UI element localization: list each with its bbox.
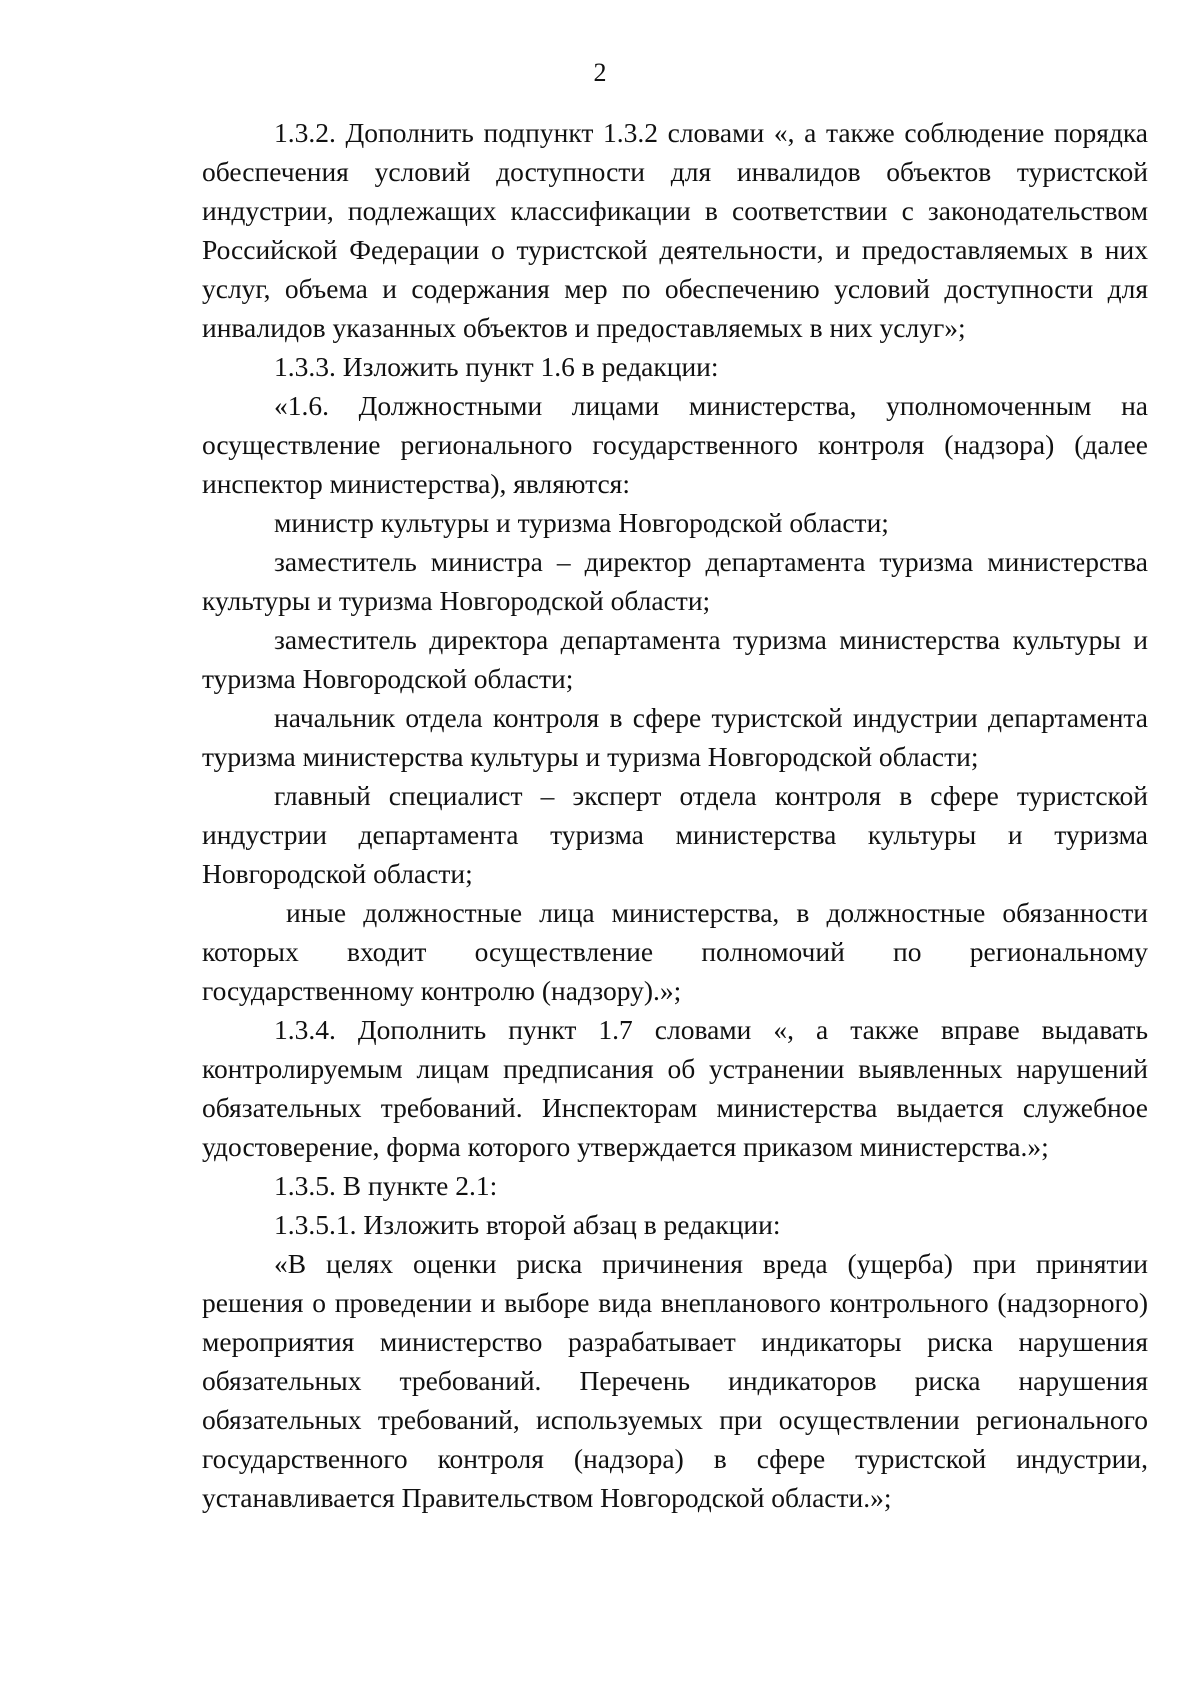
paragraph-1-3-4: 1.3.4. Дополнить пункт 1.7 словами «, а также вправе выдавать контролируемым лицам предписания об устранении выявленных нарушений обязательных требований. Инспекторам министерства выдается служебное удостоверение, форма которого утверждается приказом министерства.»;: [202, 1014, 1148, 1162]
paragraph-1-3-5: 1.3.5. В пункте 2.1:: [274, 1170, 498, 1201]
document-body: [202, 113, 1148, 1517]
list-item-chief-specialist: главный специалист – эксперт отдела контроля в сфере туристской индустрии департамента туризма министерства культуры и туризма Новгородской области;: [202, 780, 1148, 889]
paragraph-risk-assessment: «В целях оценки риска причинения вреда (ущерба) при принятии решения о проведении и выборе вида внепланового контрольного (надзорного) мероприятия министерство разрабатывает индикаторы риска нарушения обязательных требований. Перечень индикаторов риска нарушения обязательных требований, используемых при осуществлении регионального государственного контроля (надзора) в сфере туристской индустрии, устанавливается Правительством Новгородской области.»;: [202, 1248, 1148, 1513]
list-item-deputy-minister: заместитель министра – директор департамента туризма министерства культуры и туризма Новгородской области;: [202, 546, 1148, 616]
paragraph-1-3-2: 1.3.2. Дополнить подпункт 1.3.2 словами «, а также соблюдение порядка обеспечения условий доступности для инвалидов объектов туристской индустрии, подлежащих классификации в соответствии с законодательством Российской Федерации о туристской деятельности, и предоставляемых в них услуг, объема и содержания мер по обеспечению условий доступности для инвалидов указанных объектов и предоставляемых в них услуг»;: [202, 117, 1148, 343]
paragraph-1-3-3: 1.3.3. Изложить пункт 1.6 в редакции:: [274, 351, 719, 382]
list-item-other-officials: иные должностные лица министерства, в должностные обязанности которых входит осуществление полномочий по региональному государственному контролю (надзору).»;: [202, 897, 1148, 1006]
list-item-head-of-department: начальник отдела контроля в сфере туристской индустрии департамента туризма министерства культуры и туризма Новгородской области;: [202, 702, 1148, 772]
paragraph-1-3-5-1: 1.3.5.1. Изложить второй абзац в редакции:: [274, 1209, 781, 1240]
paragraph-1-6-intro: «1.6. Должностными лицами министерства, уполномоченным на осуществление регионального государственного контроля (надзора) (далее инспектор министерства), являются:: [202, 390, 1148, 499]
list-item-minister: министр культуры и туризма Новгородской области;: [274, 507, 889, 538]
page-number: 2: [593, 58, 607, 87]
list-item-deputy-director: заместитель директора департамента туризма министерства культуры и туризма Новгородской области;: [202, 624, 1148, 694]
